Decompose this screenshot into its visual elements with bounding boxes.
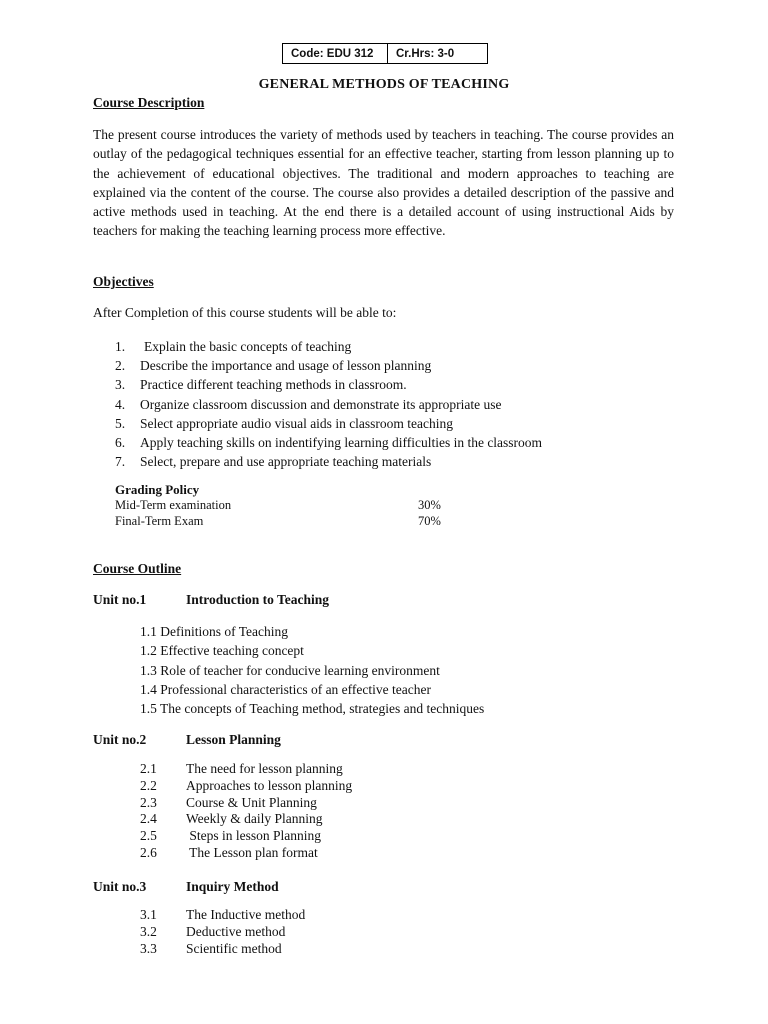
topic-text: Approaches to lesson planning — [186, 777, 353, 793]
item-text: Apply teaching skills on indentifying learning difficulties in the classroom — [140, 434, 543, 450]
item-number: 7. — [115, 454, 126, 470]
grading-label: Final-Term Exam — [115, 513, 204, 528]
topic-number: 2.2 — [140, 777, 157, 793]
objectives-intro: After Completion of this course students will be able to: — [93, 305, 397, 320]
list-item — [140, 941, 305, 958]
list-item: 1.4 Professional characteristics of an effective teacher — [140, 681, 431, 697]
list-item — [140, 907, 305, 924]
unit-title: Inquiry Method — [186, 879, 279, 894]
topic-text: The Inductive method — [186, 907, 306, 922]
topic-text: The need for lesson planning — [186, 761, 343, 776]
list-item: 1.1 Definitions of Teaching — [140, 624, 289, 639]
item-number: 4. — [115, 396, 126, 412]
item-text: Describe the importance and usage of lesson planning — [140, 358, 432, 374]
course-code: Code: EDU 312 — [283, 44, 388, 63]
item-text: Organize classroom discussion and demonstrate its appropriate use — [140, 396, 502, 412]
course-description-text: The present course introduces the variety of methods used by teachers in teaching. The course provides an outlay of the pedagogical techniques essential for an effective teacher, starting from lesson planning up to the achievement of educational objectives. The traditional and modern approaches to teaching are explained via the content of the course. The course also provides a detailed description of the passive and active methods used in teaching. At the end there is a detailed account of using instructional Aids by teachers for making the teaching learning process more effective. — [93, 127, 674, 239]
topic-number: 2.1 — [140, 761, 157, 776]
item-text: Practice different teaching methods in classroom. — [140, 377, 407, 393]
list-item — [140, 811, 352, 828]
topic-number: 2.4 — [140, 811, 157, 827]
list-item: 1.2 Effective teaching concept — [140, 643, 304, 659]
item-text: Select appropriate audio visual aids in classroom teaching — [140, 415, 454, 431]
item-text: Select, prepare and use appropriate teaching materials — [140, 454, 432, 470]
unit-topic-list — [140, 622, 484, 718]
topic-number: 3.3 — [140, 940, 157, 956]
item-number: 1. — [115, 339, 126, 354]
list-item — [115, 356, 542, 375]
list-item — [115, 375, 542, 394]
topic-text: The Lesson plan format — [186, 844, 318, 860]
grading-value: 70% — [418, 513, 441, 528]
topic-text: Weekly & daily Planning — [186, 811, 323, 827]
objectives-list — [115, 337, 542, 471]
list-item — [140, 761, 352, 778]
unit-label: Unit no.1 — [93, 592, 147, 607]
list-item — [115, 452, 542, 471]
course-code-box — [282, 43, 488, 64]
list-item — [115, 414, 542, 433]
unit-topic-list — [140, 907, 305, 957]
topic-text: Scientific method — [186, 940, 282, 956]
list-item — [115, 337, 542, 356]
item-number: 3. — [115, 377, 126, 393]
topic-text: Steps in lesson Planning — [186, 828, 322, 844]
topic-number: 3.2 — [140, 923, 157, 939]
unit-heading — [93, 592, 329, 608]
list-item: 1.3 Role of teacher for conducive learning environment — [140, 662, 440, 678]
unit-topic-list — [140, 761, 352, 862]
item-number: 6. — [115, 434, 126, 450]
course-description-heading: Course Description — [93, 95, 205, 110]
topic-number: 2.6 — [140, 844, 157, 860]
grading-value: 30% — [418, 498, 441, 512]
topic-number: 2.5 — [140, 828, 157, 844]
unit-label: Unit no.2 — [93, 732, 147, 747]
topic-number: 2.3 — [140, 794, 157, 810]
list-item — [115, 433, 542, 452]
grading-policy-heading: Grading Policy — [115, 482, 200, 497]
topic-text: Course & Unit Planning — [186, 794, 317, 810]
unit-title: Introduction to Teaching — [186, 592, 330, 607]
list-item — [140, 828, 352, 845]
list-item — [140, 924, 305, 941]
unit-title: Lesson Planning — [186, 732, 281, 747]
item-number: 5. — [115, 415, 126, 431]
item-number: 2. — [115, 358, 126, 374]
item-text: Explain the basic concepts of teaching — [144, 339, 352, 354]
unit-heading — [93, 732, 281, 748]
objectives-heading: Objectives — [93, 274, 154, 289]
unit-heading — [93, 879, 279, 895]
topic-text: Deductive method — [186, 923, 286, 939]
credit-hours: Cr.Hrs: 3-0 — [396, 47, 455, 60]
list-item — [140, 778, 352, 795]
grading-row — [115, 514, 441, 530]
list-item: 1.5 The concepts of Teaching method, strategies and techniques — [140, 701, 485, 717]
list-item — [115, 395, 542, 414]
grading-policy — [115, 482, 441, 529]
list-item — [140, 795, 352, 812]
document-title: GENERAL METHODS OF TEACHING — [258, 77, 510, 92]
topic-number: 3.1 — [140, 907, 157, 922]
grading-label: Mid-Term examination — [115, 498, 232, 512]
list-item — [140, 845, 352, 862]
unit-label: Unit no.3 — [93, 879, 147, 894]
course-outline-heading: Course Outline — [93, 561, 182, 576]
grading-row — [115, 498, 441, 514]
